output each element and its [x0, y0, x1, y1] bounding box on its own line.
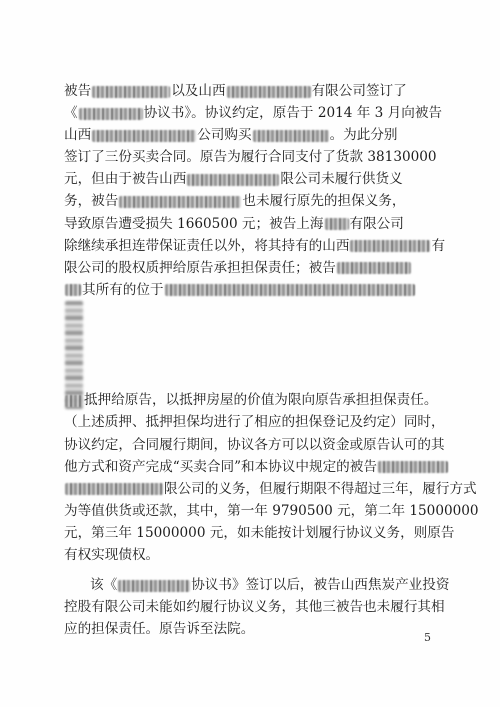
text-line: [64, 213, 452, 235]
text-segment: 元，第三年 15000000 元，如未能按计划履行协议义务，则原告: [64, 524, 455, 541]
text-segment: 为等值供货或还款，其中，第一年 9790500 元，第二年 15000000: [64, 502, 479, 519]
redaction: [92, 130, 196, 142]
text-segment: 协议书》签订以后，被告山西焦炭产业投资: [191, 577, 450, 594]
redaction: [92, 86, 170, 98]
body-text: [64, 80, 479, 640]
text-segment: 元，但由于被告山西: [64, 171, 187, 188]
redacted-block: [64, 345, 452, 367]
text-segment: 有: [431, 237, 446, 254]
text-segment: 抵押给原告，以抵押房屋的价值为限向原告承担担保责任。: [84, 392, 438, 409]
text-line: [64, 478, 477, 500]
text-segment: 限公司的义务，但履行期限不得超过三年，履行方式: [164, 480, 477, 497]
text-segment: 。为此分别: [329, 127, 398, 144]
redaction: [119, 196, 241, 208]
redacted-block: [64, 323, 452, 345]
text-segment: 《: [64, 105, 78, 122]
page-number: 5: [424, 631, 431, 644]
text-line: [64, 389, 452, 411]
redaction: [65, 284, 81, 296]
redaction: [65, 483, 163, 495]
text-segment: 限公司的股权质押给原告承担担保责任；被告: [64, 259, 336, 276]
text-segment: 有限公司: [349, 215, 404, 232]
text-segment: 有限公司签订了: [311, 83, 407, 99]
text-segment: 限公司未履行供货义: [280, 171, 403, 188]
text-segment: 被告: [64, 83, 92, 99]
text-segment: 控股有限公司未能如约履行协议义务，其他三被告也未履行其相: [64, 599, 445, 616]
redaction: [378, 461, 448, 473]
text-line: [64, 102, 452, 124]
redaction: [350, 240, 430, 252]
text-segment: 该《: [90, 577, 118, 594]
text-segment: 务，被告: [64, 193, 119, 210]
text-line: [64, 596, 452, 618]
redaction: [227, 86, 311, 98]
text-line: [64, 456, 452, 478]
text-line: [64, 522, 455, 544]
text-segment: 他方式和资产完成“买卖合同”和本协议中规定的被告: [64, 458, 377, 475]
redacted-block: [64, 367, 452, 389]
text-line: [64, 257, 452, 279]
redaction: [325, 218, 349, 230]
text-segment: 导致原告遭受损失 1660500 元；被告上海: [64, 215, 324, 232]
text-line: [64, 235, 452, 257]
redaction: [253, 130, 329, 142]
text-segment: 公司购买: [197, 127, 252, 144]
text-segment: 山西: [64, 127, 92, 144]
text-line: [64, 190, 452, 212]
text-line: [64, 544, 452, 566]
text-segment: 签订了三份买卖合同。原告为履行合同支付了货款 38130000: [64, 149, 437, 166]
redaction: [165, 284, 415, 296]
text-segment: 协议书》。协议约定，原告于 2014 年 3 月向被告: [143, 105, 443, 122]
text-segment: 应的担保责任。原告诉至法院。: [64, 621, 255, 638]
text-line: [64, 434, 452, 456]
text-line: [64, 411, 452, 433]
redaction: [65, 395, 83, 407]
text-line: [64, 124, 452, 146]
text-line: [64, 618, 452, 640]
text-segment: （上述质押、抵押担保均进行了相应的担保登记及约定）同时，: [64, 414, 445, 431]
text-line: [64, 80, 452, 102]
text-segment: 以及山西: [171, 83, 226, 99]
text-line: [64, 279, 452, 301]
text-segment: 有权实现债权。: [64, 546, 160, 563]
text-segment: 也未履行原先的担保义务，: [242, 193, 406, 210]
redaction: [337, 262, 411, 274]
redaction: [118, 580, 190, 592]
text-line: [64, 574, 452, 596]
text-segment: 协议约定，合同履行期间，协议各方可以以资金或原告认可的其: [64, 436, 445, 453]
text-segment: 其所有的位于: [82, 281, 164, 298]
redacted-block: [64, 301, 452, 323]
text-line: [64, 146, 452, 168]
redaction: [79, 108, 143, 120]
redaction: [187, 174, 279, 186]
text-segment: 除继续承担连带保证责任以外，将其持有的山西: [64, 237, 350, 254]
text-line: [64, 168, 452, 190]
text-line: [64, 500, 479, 522]
